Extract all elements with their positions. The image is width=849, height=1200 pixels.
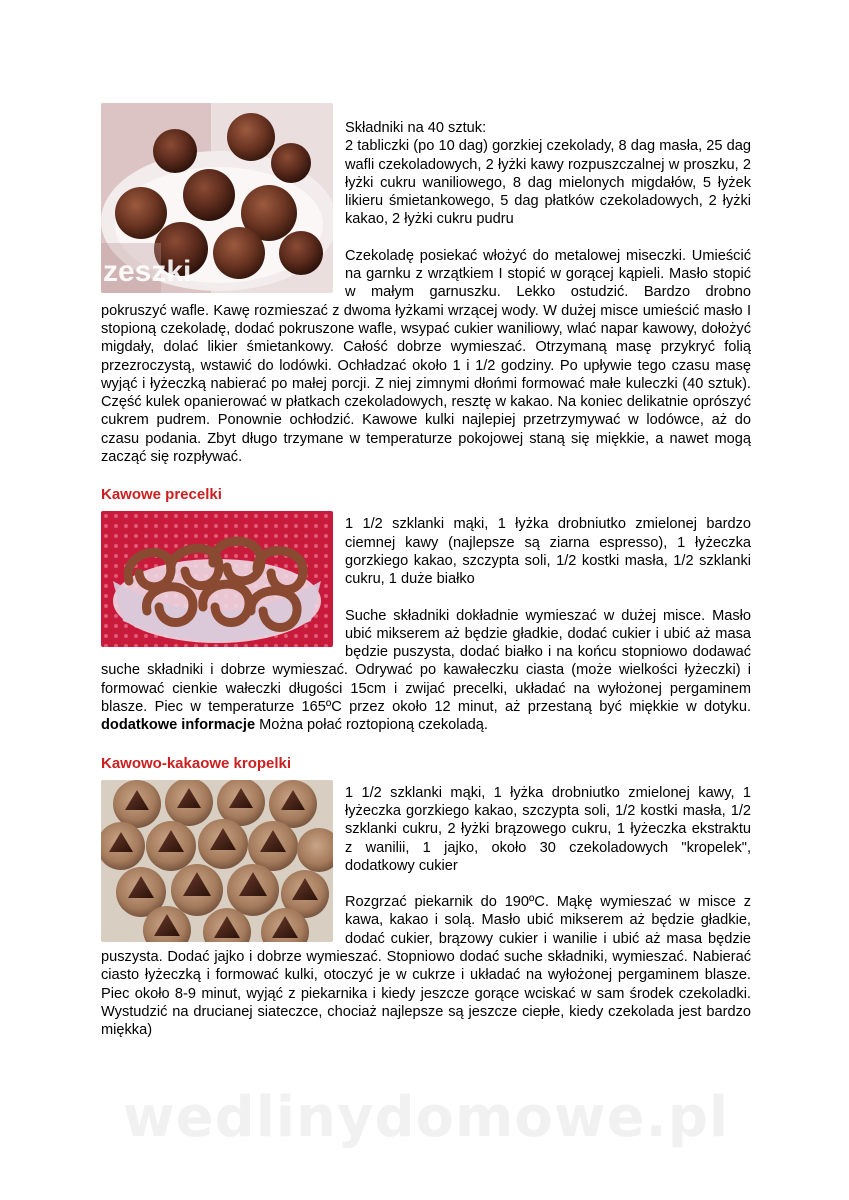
truffles-ingredients: 2 tabliczki (po 10 dag) gorzkiej czekolady, 8 dag masła, 25 dag wafli czekoladowych, 2 łyżki kawy rozpuszczalnej w proszku, 2 łyżki cukru waniliowego, 8 dag mielonych migdałów, 5 łyżek likieru śmietankowego, 5 dag płatków czekoladowych, 2 łyżki kakao, 2 łyżki cukru pudru xyxy=(345,138,751,228)
truffles-image-label: zeszki xyxy=(103,255,192,288)
truffles-photo xyxy=(101,103,333,293)
recipe-drops xyxy=(101,755,751,1040)
truffles-method: Czekoladę posiekać włożyć do metalowej miseczki. Umieścić na garnku z wrzątkiem I stopić w gorącej kąpieli. Masło stopić w małym garnuszku. Lekko ostudzić. Bardzo drobno pokruszyć wafle. Kawę rozmieszać z dwoma łyżkami wrzącej wody. W dużej misce umieścić masło I stopioną czekoladę, dodać pokruszone wafle, wsypać cukier waniliowy, wlać napar kawowy, dołożyć migdały, dolać likier śmietankowy. Całość dobrze wymieszać. Otrzymaną masę przykryć folią przezroczystą, wstawić do lodówki. Ochładzać około 1 i 1/2 godziny. Po upływie tego czasu masę wyjąć i łyżeczką nabierać po małej porcji. Z niej zimnymi dłońmi formować małe kuleczki (40 sztuk). Część kulek opanierować w płatkach czekoladowych, resztę w kakao. Na koniec delikatnie oprószyć cukrem pudrem. Ponownie ochłodzić. Kawowe kulki najlepiej przetrzymywać w lodówce, aż do czasu podania. Zbyt długo trzymane w temperaturze pokojowej staną się miękkie, a nawet mogą zacząć się rozpływać. xyxy=(101,247,751,466)
truffles-ingredients-heading: Składniki na 40 sztuk: xyxy=(345,120,487,136)
watermark: wedlinydomowe.pl xyxy=(122,1085,730,1150)
pretzels-image xyxy=(101,511,333,647)
drops-title: Kawowo-kakaowe kropelki xyxy=(101,754,292,772)
drops-ingredients: 1 1/2 szklanki mąki, 1 łyżka drobniutko zmielonej kawy, 1 łyżeczka gorzkiego kakao, szczypta soli, 1/2 kostki masła, 1/2 szklanki cukru, 2 łyżki brązowego cukru, 1 łyżeczka ekstraktu z wanilii, 1 jajko, około 30 czekoladowych "kropelek", dodatkowy cukier xyxy=(345,784,751,874)
pretzels-ingredients: 1 1/2 szklanki mąki, 1 łyżka drobniutko zmielonej bardzo ciemnej kawy (najlepsze są ziarna espresso), 1 łyżeczka gorzkiego kakao, szczypta soli, 1/2 kostki masła, 1/2 szklanki cukru, 1 duże białko xyxy=(345,516,751,588)
pretzels-extra-text: Można połać roztopioną czekoladą. xyxy=(259,717,488,734)
pretzels-extra-label: dodatkowe informacje xyxy=(101,717,256,734)
truffles-image xyxy=(101,103,333,293)
recipe-truffles xyxy=(101,103,751,466)
drops-image xyxy=(101,780,333,942)
pretzels-method: Suche składniki dokładnie wymieszać w dużej misce. Masło ubić mikserem aż będzie gładkie, dodać cukier i ubić aż masa będzie puszysta, dodać białko i na końcu stopniowo dodawać suche składniki i dobrze wymieszać. Odrywać po kawałeczku ciasta (może wielkości łyżeczki) i formować cienkie wałeczki długości 15cm i zwijać precelki, układać na wyłożonej pergaminem blasze. Piec w temperaturze 165ºC przez około 12 minut, aż przestaną być miękkie w dotyku. xyxy=(101,607,751,716)
page xyxy=(101,0,751,1039)
pretzels-title: Kawowe precelki xyxy=(101,486,222,504)
pretzels-photo xyxy=(101,511,333,647)
drops-photo xyxy=(101,780,333,942)
drops-method: Rozgrzać piekarnik do 190ºC. Mąkę wymieszać w misce z kawa, kakao i solą. Masło ubić mikserem aż będzie gładkie, dodać cukier, brązowy cukier i wanilie i ubić aż masa będzie puszysta. Dodać jajko i dobrze wymieszać. Stopniowo dodać suche składniki, wymieszać. Nabierać ciasto łyżeczką i formować kulki, otoczyć je w cukrze i układać na wyłożonej pergaminem blasze. Piec około 8-9 minut, wyjąć z piekarnika i kiedy jeszcze gorące wciskać w sam środek czekoladki. Wystudzić na drucianej siateczce, chociaż najlepsze są jeszcze ciepłe, kiedy czekolada jest bardzo miękka) xyxy=(101,894,751,1039)
recipe-pretzels xyxy=(101,486,751,734)
